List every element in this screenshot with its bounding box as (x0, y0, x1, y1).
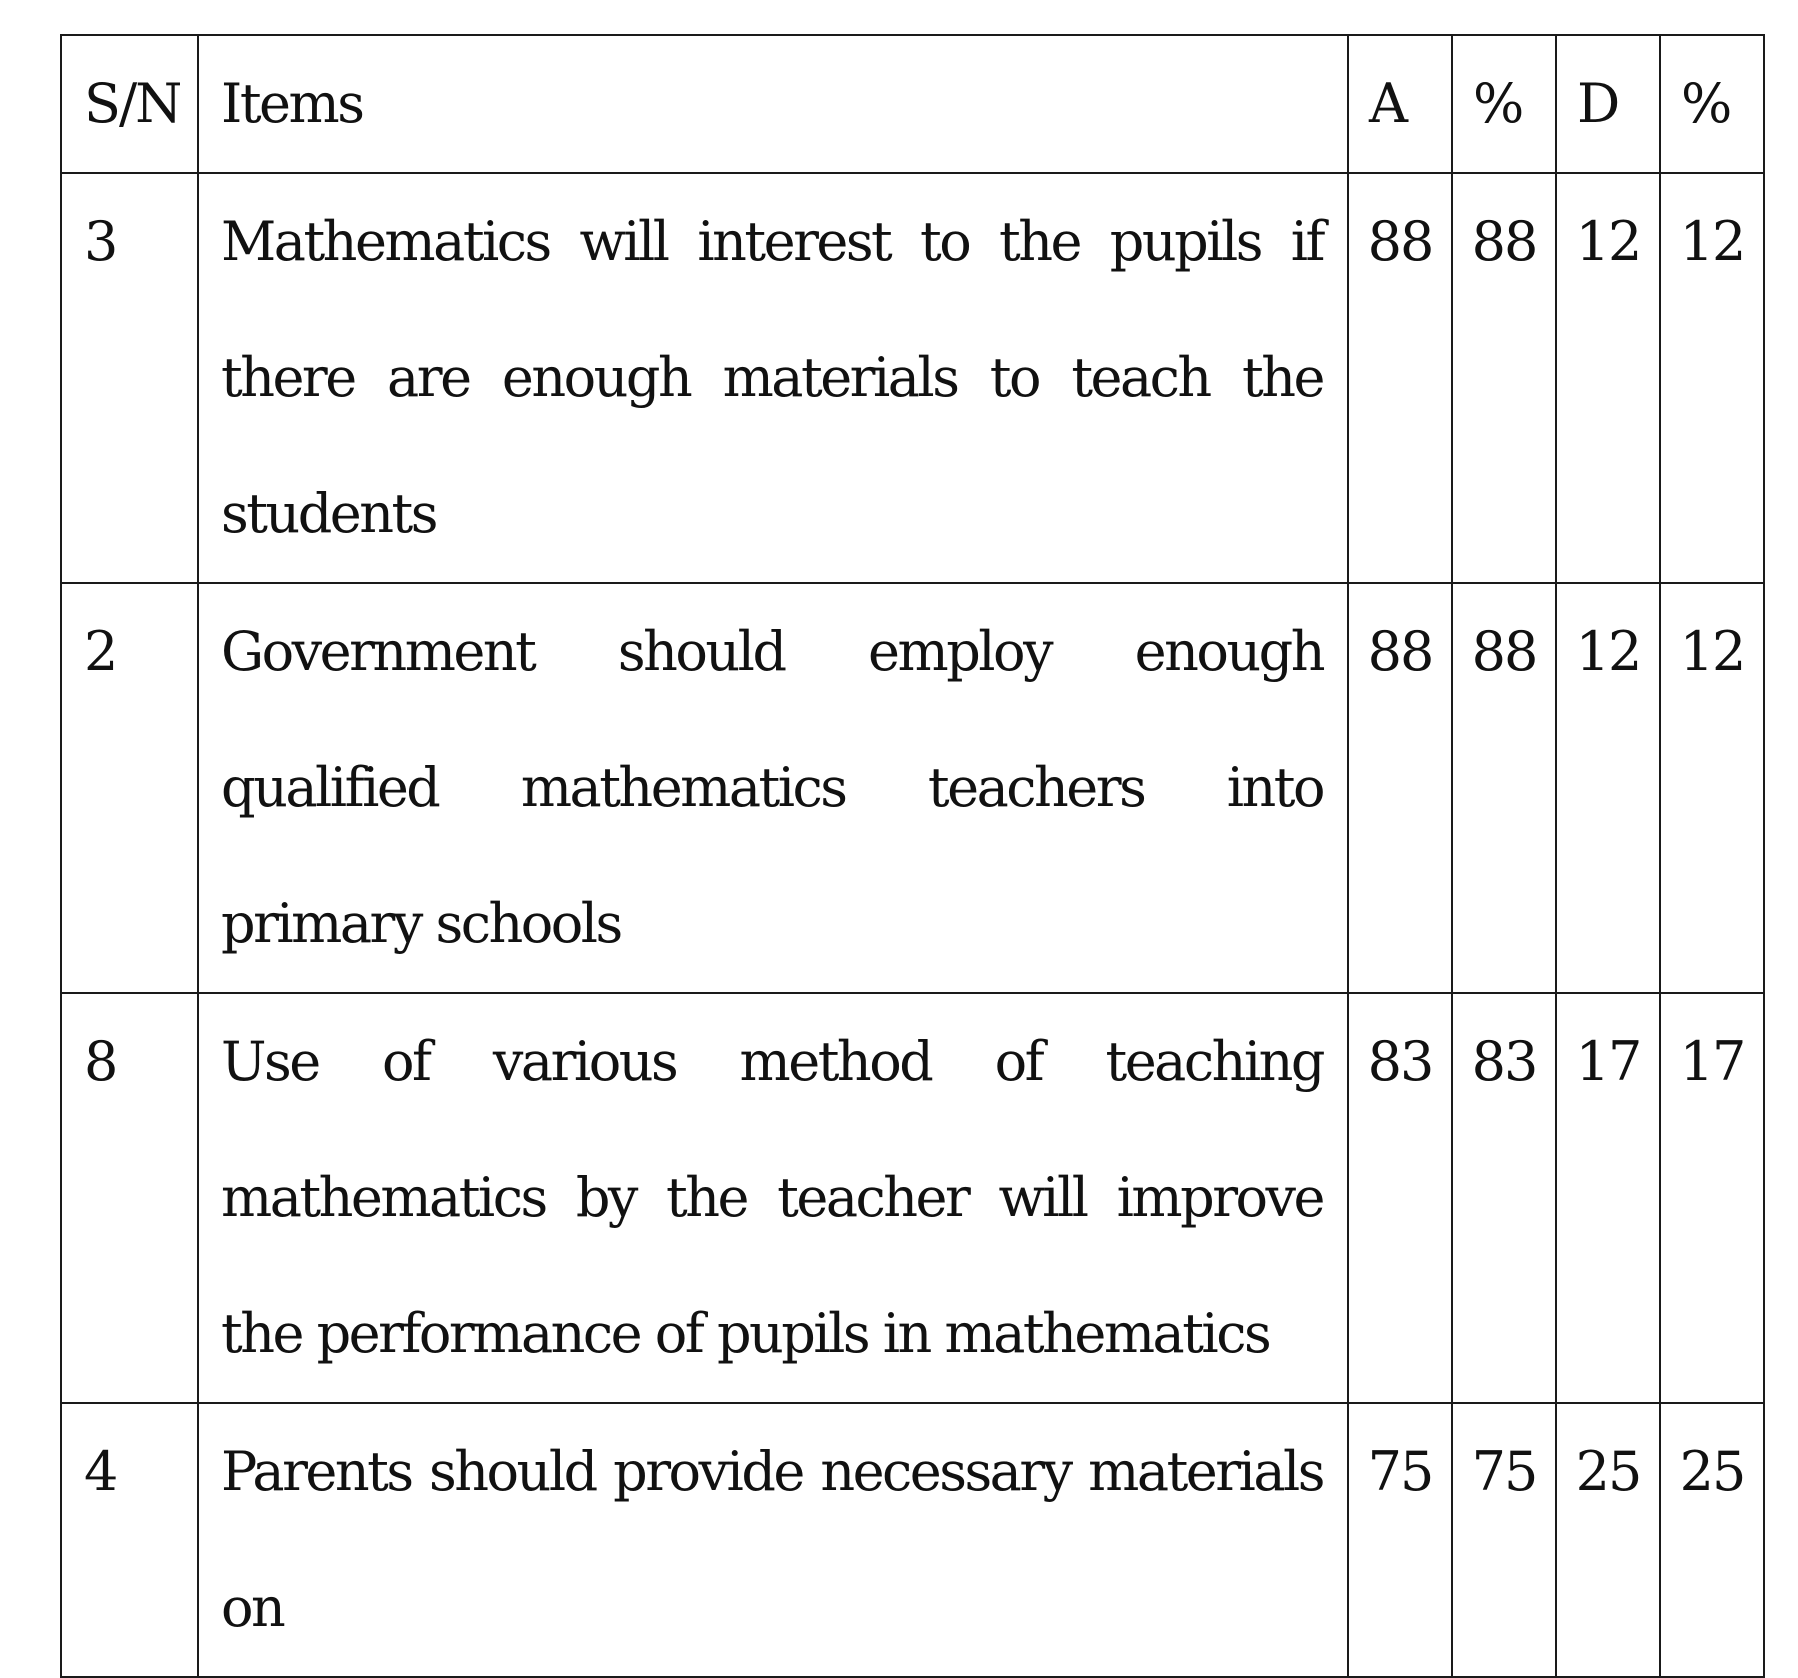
row-agree-percent: 83 (1452, 993, 1556, 1403)
header-items: Items (198, 35, 1348, 173)
header-agree: A (1348, 35, 1452, 173)
row-item: Parents should provide necessary materials on (198, 1403, 1348, 1677)
table-row (61, 173, 1764, 583)
row-disagree: 17 (1556, 993, 1660, 1403)
row-disagree-percent: 25 (1660, 1403, 1764, 1677)
table-row (61, 1403, 1764, 1677)
row-item: Government should employ enough qualified mathematics teachers into primary schools (198, 583, 1348, 993)
row-agree: 83 (1348, 993, 1452, 1403)
header-sn: S/N (61, 35, 198, 173)
row-agree-percent: 88 (1452, 173, 1556, 583)
row-agree-percent: 88 (1452, 583, 1556, 993)
row-item: Use of various method of teaching mathematics by the teacher will improve the performance of pupils in mathematics (198, 993, 1348, 1403)
header-disagree: D (1556, 35, 1660, 173)
row-agree: 88 (1348, 583, 1452, 993)
row-agree-percent: 75 (1452, 1403, 1556, 1677)
header-disagree-percent: % (1660, 35, 1764, 173)
table-row (61, 583, 1764, 993)
row-item: Mathematics will interest to the pupils if there are enough materials to teach the students (198, 173, 1348, 583)
row-sn: 2 (61, 583, 198, 993)
table-body (61, 173, 1764, 1677)
header-row (61, 35, 1764, 173)
row-disagree-percent: 17 (1660, 993, 1764, 1403)
header-agree-percent: % (1452, 35, 1556, 173)
survey-results-table (60, 34, 1765, 1678)
row-sn: 3 (61, 173, 198, 583)
row-sn: 4 (61, 1403, 198, 1677)
table-header (61, 35, 1764, 173)
row-disagree: 12 (1556, 173, 1660, 583)
row-agree: 88 (1348, 173, 1452, 583)
row-disagree: 25 (1556, 1403, 1660, 1677)
row-agree: 75 (1348, 1403, 1452, 1677)
row-disagree: 12 (1556, 583, 1660, 993)
row-disagree-percent: 12 (1660, 173, 1764, 583)
row-disagree-percent: 12 (1660, 583, 1764, 993)
table-row (61, 993, 1764, 1403)
row-sn: 8 (61, 993, 198, 1403)
